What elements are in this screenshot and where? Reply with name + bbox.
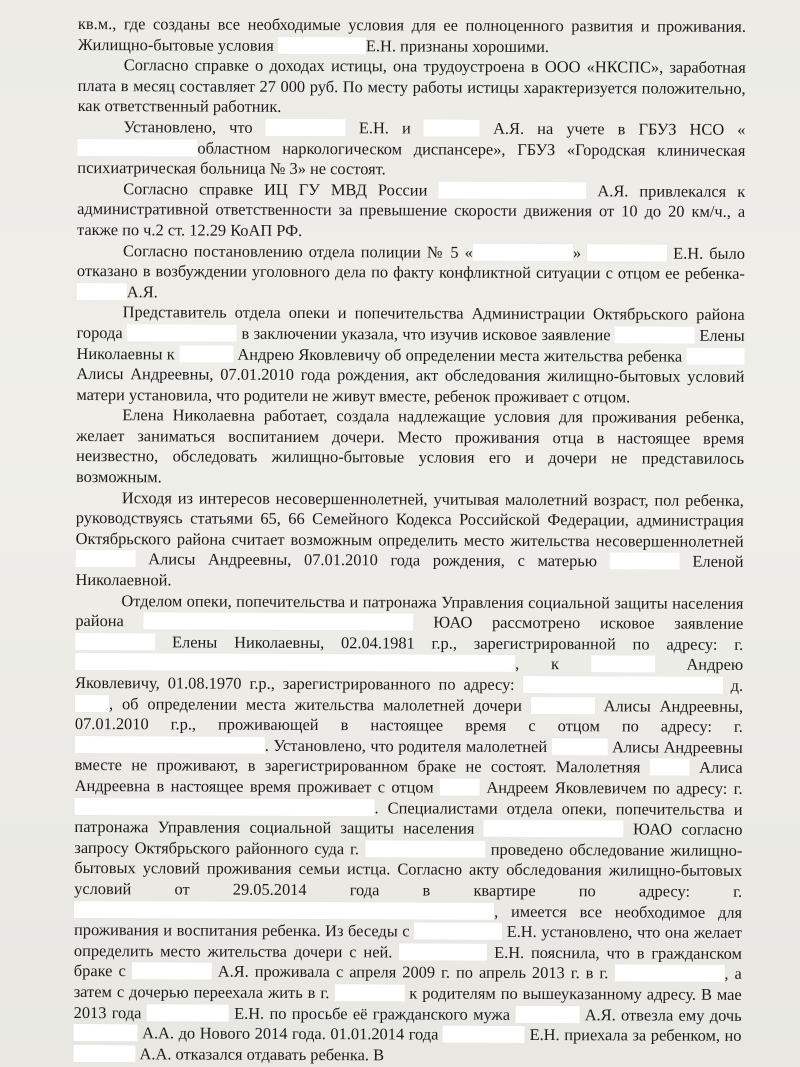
redaction [75,736,265,754]
redaction [74,901,494,920]
redaction [144,613,414,631]
paragraph: Согласно справке ИЦ ГУ МВД России А.Я. привлекался к административной ответственности за превышение скорости движения от 10 до 20 км/ч., а также по ч.2 ст. 12.29 КоАП РФ. [77,178,746,240]
redaction [414,923,502,940]
redaction [75,633,155,650]
redaction [127,324,237,341]
document-body [73,14,746,1067]
redaction [147,1004,229,1021]
redaction [515,1005,579,1022]
paragraph: Согласно постановлению отдела полиции № 5 « » Е.Н. было отказано в возбуждении уголовного дела по факту конфликтной ситуации с отцом ее ребенка-А.Я. [76,240,746,302]
redaction [334,984,404,1001]
redaction [132,963,212,980]
redaction [74,1024,138,1041]
redaction [686,347,744,364]
redaction [76,550,136,567]
redaction [424,119,480,136]
redaction [523,676,723,694]
redaction [615,326,695,343]
redaction [610,553,680,570]
redaction [531,697,595,714]
redaction [73,1045,135,1062]
paragraph: Представитель отдела опеки и попечительства Администрации Октябрьского района города в заключении указала, что изучив исковое заявление Елены Николаевны к Андрею Яковлевичу об определении места жительства ребенка Алисы Андреевны, 07.01.2010 года рождения, акт обследования жилищно-бытовых условий матери установила, что родители не живут вместе, ребенок проживает с отцом. [76,302,745,407]
paragraph: Отделом опеки, попечительства и патронажа Управления социальной защиты населения района ЮАО рассмотрено исковое заявление Елены Николаевны, 02.04.1981 г.р., зарегистрированной по адресу: г. , к Андрею Яковлевичу, 01.08.1970 г.р., зарегистрированного по адресу: д. , об определении места жительства малолетней дочери Алисы Андреевны, 07.01.2010 г.р., проживающей в настоящее время с отцом по адресу: г. . Установлено, что родителя малолетней Алисы Андреевны вместе не проживают, в зарегистрированном браке не состоят. Малолетняя Алиса Андреевна в настоящее время проживает с отцом Андреем Яковлевичем по адресу: г. . Специалистами отдела опеки, попечительства и патронажа Управления социальной защиты населения ЮАО согласно запросу Октябрьского районного суда г. проведено обследование жилищно-бытовых условий проживания семьи истца. Согласно акту обследования жилищно-бытовых условий от 29.05.2014 года в квартире по адресу: г. , имеется все необходимое для проживания и воспитания ребенка. Из беседы с Е.Н. установлено, что она желает определить место жительства дочери с ней. Е.Н. пояснила, что в гражданском браке с А.Я. проживала с апреля 2009 г. по апрель 2013 г. в г. , а затем с дочерью переехала жить в г. к родителям по вышеуказанному адресу. В мае 2013 года Е.Н. по просьбе её гражданского мужа А.Я. отвезла ему дочь А.А. до Нового 2014 года. 01.01.2014 года Е.Н. приехала за ребенком, но А.А. отказался отдавать ребенка. В [73,590,744,1065]
paragraph: Елена Николаевна работает, создала надлежащие условия для проживания ребенка, желает заниматься воспитанием дочери. Место проживания отца в настоящее время неизвестно, обследовать жилищно-бытовые условия его и дочери не представилось возможным. [75,405,745,487]
redaction [75,798,375,816]
redaction [614,965,724,982]
redaction [75,695,109,712]
redaction [399,943,487,960]
redaction [440,779,480,796]
redaction [473,243,573,260]
redaction [438,181,586,199]
redaction [77,139,197,157]
paragraph: Установлено, что Е.Н. и А.Я. на учете в ГБУЗ НСО «областном наркологическом диспансере», ГБУЗ «Городская клиническая психиатрическая больница № 3» не состоят. [77,117,746,179]
redaction [443,1026,525,1043]
redaction [484,820,624,838]
paragraph: Согласно справке о доходах истицы, она трудоустроена в ООО «НКСПС», заработная плата в месяц составляет 27 000 руб. По месту работы истицы характеризуется положительно, как ответственный работник. [77,55,746,117]
redaction [77,283,127,300]
paragraph: кв.м., где созданы все необходимые условия для ее полноценного развития и проживания. Жилищно-бытовые условия Е.Н. признаны хорошими. [77,14,746,56]
redaction [587,244,667,261]
redaction [75,653,515,672]
redaction [591,656,655,673]
redaction [266,119,346,136]
redaction [179,345,233,362]
paragraph: Исходя из интересов несовершеннолетней, учитывая малолетний возраст, пол ребенка, руководствуясь статьями 65, 66 Семейного Кодекса Российской Федерации, администрация Октябрьского района считает возможным определить место жительства несовершеннолетней Алисы Андреевны, 07.01.2010 года рождения, с матерью Еленой Николаевной. [75,487,744,590]
redaction [278,36,366,53]
redaction [650,759,690,776]
redaction [365,840,485,858]
redaction [552,738,608,755]
